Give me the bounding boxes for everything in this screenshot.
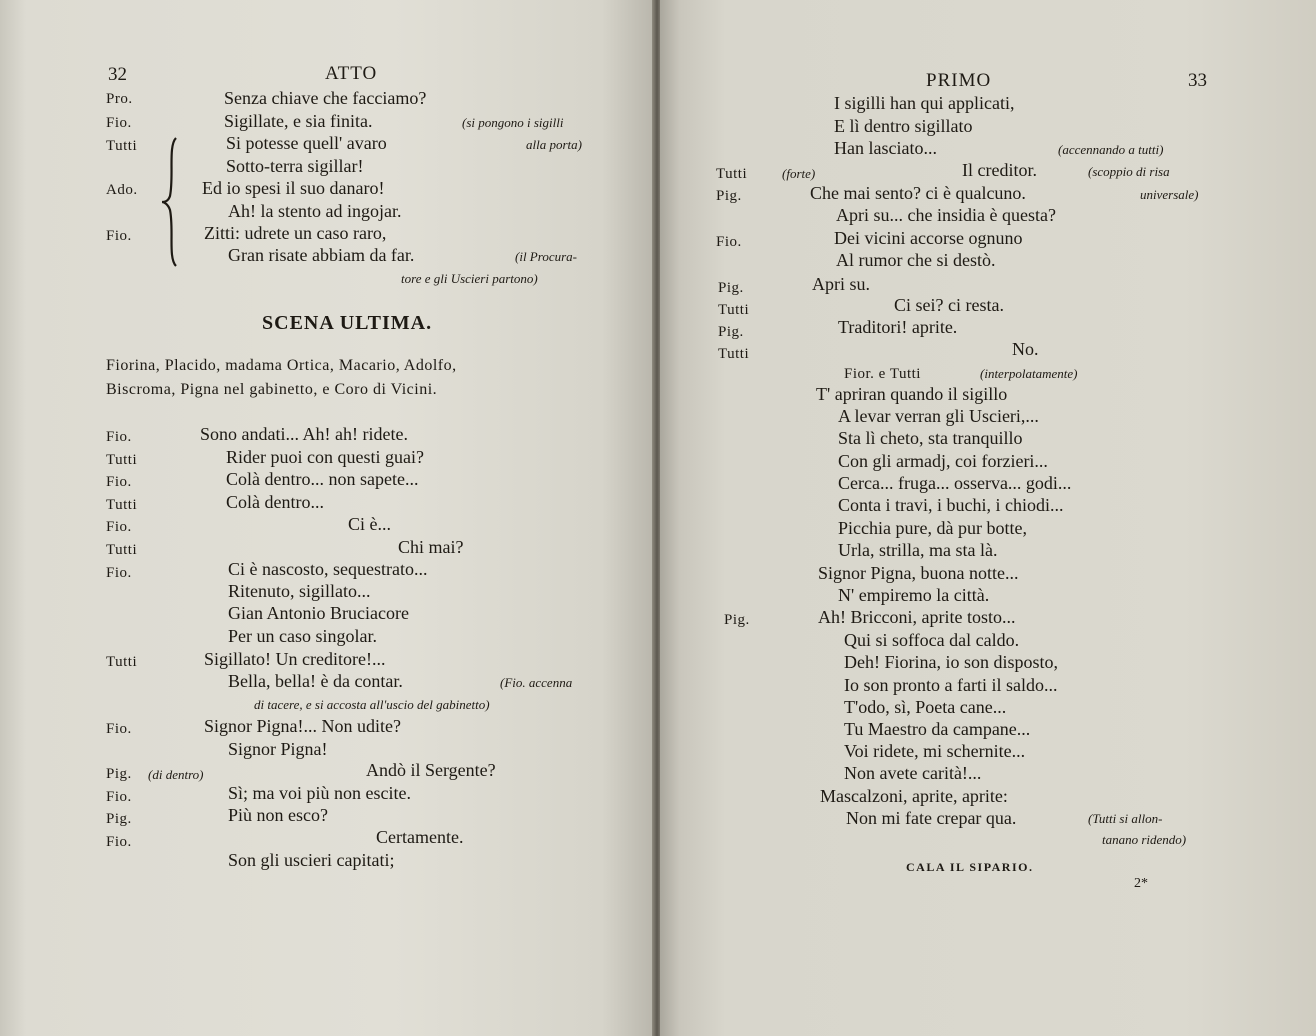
verse-line: Dei vicini accorse ognuno: [834, 228, 1023, 248]
left-page: [0, 0, 654, 1036]
speaker: Pig.: [716, 188, 742, 204]
verse-line: Chi mai?: [398, 537, 464, 557]
verse-line: Conta i travi, i buchi, i chiodi...: [838, 495, 1064, 515]
speaker: Pro.: [106, 91, 133, 107]
stage-direction: (Fio. accenna: [500, 675, 573, 690]
verse-line: N' empiremo la città.: [838, 585, 990, 605]
speaker: Pig.: [106, 811, 132, 827]
speaker: Pig.: [724, 612, 750, 628]
verse-line: Andò il Sergente?: [366, 760, 496, 780]
speaker: Fio.: [106, 834, 132, 850]
verse-line: A levar verran gli Uscieri,...: [838, 406, 1039, 426]
verse-line: Ritenuto, sigillato...: [228, 581, 371, 601]
stage-direction: (si pongono i sigilli: [462, 115, 564, 130]
stage-direction: (il Procura-: [515, 249, 577, 264]
verse-line: Picchia pure, dà pur botte,: [838, 518, 1027, 538]
brace-mark: [160, 136, 190, 268]
speaker: Fio.: [106, 474, 132, 490]
verse-line: Apri su... che insidia è questa?: [836, 205, 1056, 225]
stage-direction: tanano ridendo): [1102, 832, 1187, 847]
stage-direction: di tacere, e si accosta all'uscio del gabinetto): [254, 697, 490, 712]
verse-line: Non mi fate crepar qua.: [846, 808, 1017, 828]
stage-direction: alla porta): [526, 137, 582, 152]
verse-line: E lì dentro sigillato: [834, 116, 973, 136]
stage-direction: (scoppio di risa: [1088, 164, 1170, 179]
speaker: Fio.: [106, 429, 132, 445]
stage-direction: tore e gli Uscieri partono): [401, 271, 538, 286]
verse-line: Signor Pigna!: [228, 739, 328, 759]
verse-line: Gran risate abbiam da far.: [228, 245, 415, 265]
verse-line: Io son pronto a farti il saldo...: [844, 675, 1058, 695]
verse-line: Più non esco?: [228, 805, 328, 825]
stage-direction: (accennando a tutti): [1058, 142, 1164, 157]
speaker: Fio.: [106, 228, 132, 244]
scene-title: SCENA ULTIMA.: [262, 312, 433, 334]
speaker: Fio.: [106, 115, 132, 131]
right-page: [660, 0, 1316, 1036]
verse-line: Gian Antonio Bruciacore: [228, 603, 409, 623]
verse-line: T'odo, sì, Poeta cane...: [844, 697, 1007, 717]
verse-line: Qui si soffoca dal caldo.: [844, 630, 1020, 650]
verse-line: Ed io spesi il suo danaro!: [202, 178, 385, 198]
verse-line: Mascalzoni, aprite, aprite:: [820, 786, 1008, 806]
speaker: Tutti: [716, 166, 748, 182]
verse-line: Deh! Fiorina, io son disposto,: [844, 652, 1058, 672]
cast-list: Fiorina, Placido, madama Ortica, Macario, Adolfo,: [106, 357, 457, 374]
verse-line: Per un caso singolar.: [228, 626, 377, 646]
signature-mark: 2*: [1134, 876, 1148, 891]
verse-line: Tu Maestro da campane...: [844, 719, 1031, 739]
verse-line: Certamente.: [376, 827, 464, 847]
verse-line: Colà dentro...: [226, 492, 324, 512]
cast-list: Biscroma, Pigna nel gabinetto, e Coro di Vicini.: [106, 381, 438, 398]
verse-line: Bella, bella! è da contar.: [228, 671, 403, 691]
verse-line: T' apriran quando il sigillo: [816, 384, 1008, 404]
verse-line: Il creditor.: [962, 160, 1037, 180]
speaker: Tutti: [106, 542, 138, 558]
page-number-left: 32: [108, 64, 127, 85]
verse-line: Sta lì cheto, sta tranquillo: [838, 428, 1023, 448]
stage-direction: (di dentro): [148, 767, 204, 782]
speaker: Fio.: [106, 519, 132, 535]
speaker: Tutti: [718, 346, 750, 362]
verse-line: Con gli armadj, coi forzieri...: [838, 451, 1048, 471]
speaker: Fio.: [106, 789, 132, 805]
verse-line: Si potesse quell' avaro: [226, 133, 387, 153]
verse-line: Traditori! aprite.: [838, 317, 958, 337]
stage-direction: universale): [1140, 187, 1199, 202]
speaker: Tutti: [106, 654, 138, 670]
verse-line: Senza chiave che facciamo?: [224, 88, 427, 108]
verse-line: Han lasciato...: [834, 138, 937, 158]
running-head-left: ATTO: [325, 63, 378, 84]
running-head-right: PRIMO: [926, 70, 992, 91]
speaker: Tutti: [106, 138, 138, 154]
verse-line: Rider puoi con questi guai?: [226, 447, 424, 467]
verse-line: Cerca... fruga... osserva... godi...: [838, 473, 1072, 493]
verse-line: Ci sei? ci resta.: [894, 295, 1004, 315]
verse-line: I sigilli han qui applicati,: [834, 93, 1015, 113]
verse-line: No.: [1012, 339, 1039, 359]
verse-line: Sotto-terra sigillar!: [226, 156, 364, 176]
stage-direction: (forte): [782, 166, 816, 181]
verse-line: Zitti: udrete un caso raro,: [204, 223, 387, 243]
page-number-right: 33: [1188, 70, 1207, 91]
speaker: Tutti: [106, 497, 138, 513]
speaker: Pig.: [718, 280, 744, 296]
stage-direction: (Tutti si allon-: [1088, 811, 1163, 826]
verse-line: Sono andati... Ah! ah! ridete.: [200, 424, 408, 444]
verse-line: Colà dentro... non sapete...: [226, 469, 419, 489]
verse-line: Ah! Bricconi, aprite tosto...: [818, 607, 1016, 627]
verse-line: Ah! la stento ad ingojar.: [228, 201, 402, 221]
speaker: Pig.: [106, 766, 132, 782]
speaker: Fio.: [106, 565, 132, 581]
stage-direction: (interpolatamente): [980, 366, 1078, 381]
speaker: Tutti: [106, 452, 138, 468]
verse-line: Sigillate, e sia finita.: [224, 111, 373, 131]
verse-line: Apri su.: [812, 274, 870, 294]
speaker: Pig.: [718, 324, 744, 340]
verse-line: Son gli uscieri capitati;: [228, 850, 395, 870]
speaker: Fio.: [106, 721, 132, 737]
verse-line: Ci è...: [348, 514, 391, 534]
verse-line: Al rumor che si destò.: [836, 250, 996, 270]
verse-line: Che mai sento? ci è qualcuno.: [810, 183, 1026, 203]
chorus-speaker: Fior. e Tutti: [844, 366, 921, 382]
speaker: Fio.: [716, 234, 742, 250]
verse-line: Urla, strilla, ma sta là.: [838, 540, 998, 560]
speaker: Ado.: [106, 182, 138, 198]
verse-line: Signor Pigna!... Non udite?: [204, 716, 401, 736]
verse-line: Voi ridete, mi schernite...: [844, 741, 1026, 761]
verse-line: Signor Pigna, buona notte...: [818, 563, 1019, 583]
verse-line: Sigillato! Un creditore!...: [204, 649, 386, 669]
verse-line: Ci è nascosto, sequestrato...: [228, 559, 428, 579]
speaker: Tutti: [718, 302, 750, 318]
verse-line: Non avete carità!...: [844, 763, 982, 783]
verse-line: Sì; ma voi più non escite.: [228, 783, 411, 803]
curtain-line: CALA IL SIPARIO.: [906, 860, 1034, 874]
